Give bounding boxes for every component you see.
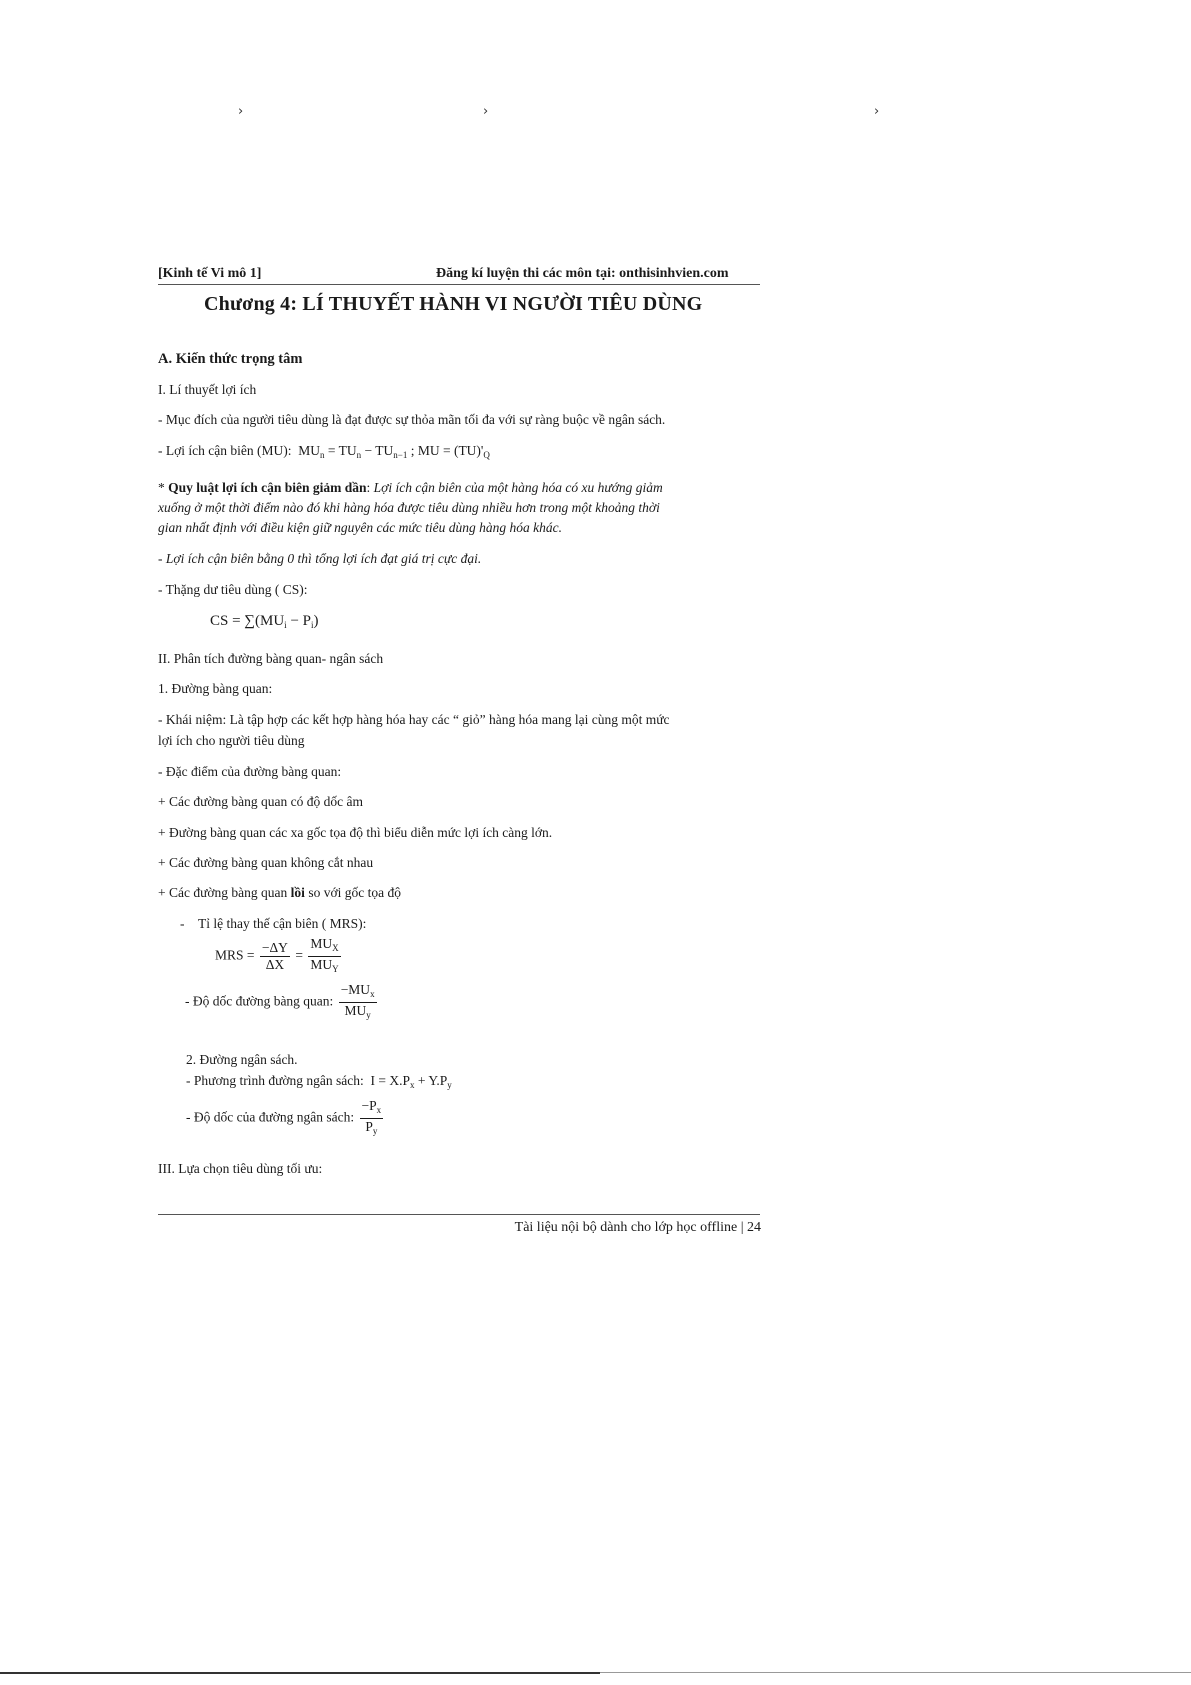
concept-line-1: - Khái niệm: Là tập hợp các kết hợp hàng hóa hay các “ giỏ” hàng hóa mang lại cùng một mức xyxy=(158,712,670,727)
mu-label: - Lợi ích cận biên (MU): xyxy=(158,443,292,458)
header-rule xyxy=(158,284,760,285)
law-line-1: * Quy luật lợi ích cận biên giảm dần: Lợi ích cận biên của một hàng hóa có xu hướng giảm xyxy=(158,480,663,495)
mrs-line: - Tỉ lệ thay thế cận biên ( MRS): xyxy=(180,916,367,931)
header-left: [Kinh tế Vi mô 1] xyxy=(158,266,262,281)
mrs-label: Tỉ lệ thay thế cận biên ( MRS): xyxy=(198,916,367,931)
header-right: Đăng kí luyện thi các môn tại: onthisinhvien.com xyxy=(436,266,729,281)
budget-heading: 2. Đường ngân sách. xyxy=(186,1052,298,1067)
indifference-slope-label: - Độ dốc đường bàng quan: xyxy=(185,993,334,1009)
features-heading: - Đặc điểm của đường bàng quan: xyxy=(158,764,342,779)
budget-slope-line xyxy=(186,1098,385,1139)
law-line-3: gian nhất định với điều kiện giữ nguyên các mức tiêu dùng hàng hóa khác. xyxy=(158,520,562,535)
budget-slope-label: - Độ dốc của đường ngân sách: xyxy=(186,1109,355,1125)
indifference-heading: 1. Đường bàng quan: xyxy=(158,681,273,696)
section-2-heading: II. Phân tích đường bàng quan- ngân sách xyxy=(158,651,384,666)
section-a-heading: A. Kiến thức trọng tâm xyxy=(158,351,303,367)
chevron-right-icon: › xyxy=(483,104,489,119)
indifference-slope-line xyxy=(185,982,379,1023)
chevron-right-icon: › xyxy=(238,104,244,119)
budget-equation-line xyxy=(186,1071,452,1095)
bottom-divider xyxy=(0,1672,600,1674)
budget-equation-label: - Phương trình đường ngân sách: xyxy=(186,1073,364,1088)
law-line-2: xuống ở một thời điểm nào đó khi hàng hóa được tiêu dùng nhiều hơn trong một khoảng thời xyxy=(158,500,660,515)
cs-label: - Thặng dư tiêu dùng ( CS): xyxy=(158,582,308,597)
section-3-heading: III. Lựa chọn tiêu dùng tối ưu: xyxy=(158,1161,323,1176)
page-title: Chương 4: LÍ THUYẾT HÀNH VI NGƯỜI TIÊU DÙNG xyxy=(204,293,703,315)
mrs-formula: MRS = $\frac{-\Delta Y}{\Delta X}$ = $\frac{MU_X}{MU_Y}$ xyxy=(215,936,343,977)
budget-slope-fraction: $\frac{-P_x}{P_y}$ xyxy=(361,1098,382,1136)
mrs-fraction-2: $\frac{MU_X}{MU_Y}$ xyxy=(310,936,339,974)
budget-equation: $I = X.P_x + Y.P_y$ xyxy=(367,1073,452,1090)
zero-mu-line: - Lợi ích cận biên bằng 0 thì tổng lợi ích đạt giá trị cực đại. xyxy=(158,551,482,566)
purpose-line: - Mục đích của người tiêu dùng là đạt được sự thỏa mãn tối đa với sự ràng buộc về ngân sách. xyxy=(158,412,666,427)
feature-2: + Đường bàng quan các xa gốc tọa độ thì biểu diễn mức lợi ích càng lớn. xyxy=(158,825,553,840)
indifference-slope-fraction: $\frac{-MU_x}{MU_y}$ xyxy=(340,982,375,1020)
chevron-right-icon: › xyxy=(874,104,880,119)
law-text-1: Lợi ích cận biên của một hàng hóa có xu hướng giảm xyxy=(373,480,663,495)
feature-4: + Các đường bàng quan lồi so với gốc tọa độ xyxy=(158,885,401,900)
mrs-fraction-1: $\frac{-\Delta Y}{\Delta X}$ xyxy=(261,940,288,972)
cs-formula: CS = $\sum(MU_i - P_i)$ xyxy=(210,613,319,630)
feature-4-bold: lồi xyxy=(290,885,305,900)
feature-3: + Các đường bàng quan không cắt nhau xyxy=(158,855,374,870)
mu-formula: $MU_n = TU_n - TU_{n-1}$ ; MU = $(TU)'_Q$ xyxy=(294,443,490,460)
law-title: Quy luật lợi ích cận biên giảm dần xyxy=(168,480,367,495)
concept-line-2: lợi ích cho người tiêu dùng xyxy=(158,733,305,748)
feature-1: + Các đường bàng quan có độ dốc âm xyxy=(158,794,364,809)
footer-rule xyxy=(158,1214,760,1215)
bottom-divider-light xyxy=(600,1672,1191,1673)
footer-text: Tài liệu nội bộ dành cho lớp học offline | 24 xyxy=(514,1220,761,1235)
marginal-utility-line xyxy=(158,441,490,465)
section-1-heading: I. Lí thuyết lợi ích xyxy=(158,382,257,397)
